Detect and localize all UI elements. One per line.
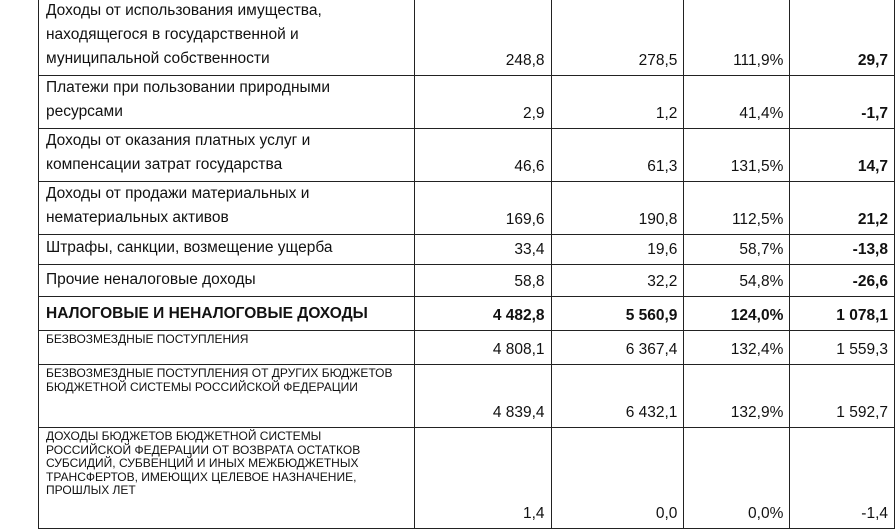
difference-cell: -26,6 <box>790 265 895 297</box>
percent-cell: 132,4% <box>684 331 790 365</box>
row-label: НАЛОГОВЫЕ И НЕНАЛОГОВЫЕ ДОХОДЫ <box>39 297 415 331</box>
difference-cell: -13,8 <box>790 235 895 265</box>
revenue-table <box>38 0 895 529</box>
difference-cell: 14,7 <box>790 129 895 182</box>
difference-cell: -1,4 <box>790 428 895 529</box>
table-row <box>39 0 895 76</box>
value-cell: 6 367,4 <box>551 331 684 365</box>
difference-cell: 1 559,3 <box>790 331 895 365</box>
value-cell: 0,0 <box>551 428 684 529</box>
value-cell: 61,3 <box>551 129 684 182</box>
value-cell: 1,2 <box>551 76 684 129</box>
value-cell: 5 560,9 <box>551 297 684 331</box>
percent-cell: 54,8% <box>684 265 790 297</box>
value-cell: 190,8 <box>551 182 684 235</box>
row-label: БЕЗВОЗМЕЗДНЫЕ ПОСТУПЛЕНИЯ ОТ ДРУГИХ БЮДЖЕТОВ БЮДЖЕТНОЙ СИСТЕМЫ РОССИЙСКОЙ ФЕДЕРАЦИИ <box>39 365 415 428</box>
row-label: Платежи при пользовании природными ресурсами <box>39 76 415 129</box>
difference-cell: 1 078,1 <box>790 297 895 331</box>
table-row <box>39 331 895 365</box>
value-cell: 46,6 <box>414 129 551 182</box>
value-cell: 19,6 <box>551 235 684 265</box>
percent-cell: 58,7% <box>684 235 790 265</box>
row-label: Доходы от продажи материальных и нематериальных активов <box>39 182 415 235</box>
difference-cell: 29,7 <box>790 0 895 76</box>
percent-cell: 124,0% <box>684 297 790 331</box>
row-label: БЕЗВОЗМЕЗДНЫЕ ПОСТУПЛЕНИЯ <box>39 331 415 365</box>
row-label: Доходы от оказания платных услуг и компенсации затрат государства <box>39 129 415 182</box>
value-cell: 278,5 <box>551 0 684 76</box>
percent-cell: 131,5% <box>684 129 790 182</box>
percent-cell: 111,9% <box>684 0 790 76</box>
table-row <box>39 182 895 235</box>
difference-cell: -1,7 <box>790 76 895 129</box>
value-cell: 248,8 <box>414 0 551 76</box>
table-row <box>39 129 895 182</box>
percent-cell: 0,0% <box>684 428 790 529</box>
row-label: Штрафы, санкции, возмещение ущерба <box>39 235 415 265</box>
value-cell: 1,4 <box>414 428 551 529</box>
value-cell: 4 839,4 <box>414 365 551 428</box>
table-row <box>39 76 895 129</box>
table-row <box>39 428 895 529</box>
value-cell: 33,4 <box>414 235 551 265</box>
value-cell: 32,2 <box>551 265 684 297</box>
value-cell: 58,8 <box>414 265 551 297</box>
table-row <box>39 265 895 297</box>
value-cell: 4 482,8 <box>414 297 551 331</box>
difference-cell: 21,2 <box>790 182 895 235</box>
row-label: ДОХОДЫ БЮДЖЕТОВ БЮДЖЕТНОЙ СИСТЕМЫ РОССИЙСКОЙ ФЕДЕРАЦИИ ОТ ВОЗВРАТА ОСТАТКОВ СУБСИДИЙ, СУБВЕНЦИЙ И ИНЫХ МЕЖБЮДЖЕТНЫХ ТРАНСФЕРТОВ, ИМЕЮЩИХ ЦЕЛЕВОЕ НАЗНАЧЕНИЕ, ПРОШЛЫХ ЛЕТ <box>39 428 415 529</box>
table-row <box>39 235 895 265</box>
percent-cell: 41,4% <box>684 76 790 129</box>
value-cell: 4 808,1 <box>414 331 551 365</box>
percent-cell: 112,5% <box>684 182 790 235</box>
percent-cell: 132,9% <box>684 365 790 428</box>
table-row-total <box>39 297 895 331</box>
value-cell: 6 432,1 <box>551 365 684 428</box>
difference-cell: 1 592,7 <box>790 365 895 428</box>
value-cell: 169,6 <box>414 182 551 235</box>
table-row <box>39 365 895 428</box>
row-label: Доходы от использования имущества, находящегося в государственной и муниципальной собственности <box>39 0 415 76</box>
row-label: Прочие неналоговые доходы <box>39 265 415 297</box>
value-cell: 2,9 <box>414 76 551 129</box>
